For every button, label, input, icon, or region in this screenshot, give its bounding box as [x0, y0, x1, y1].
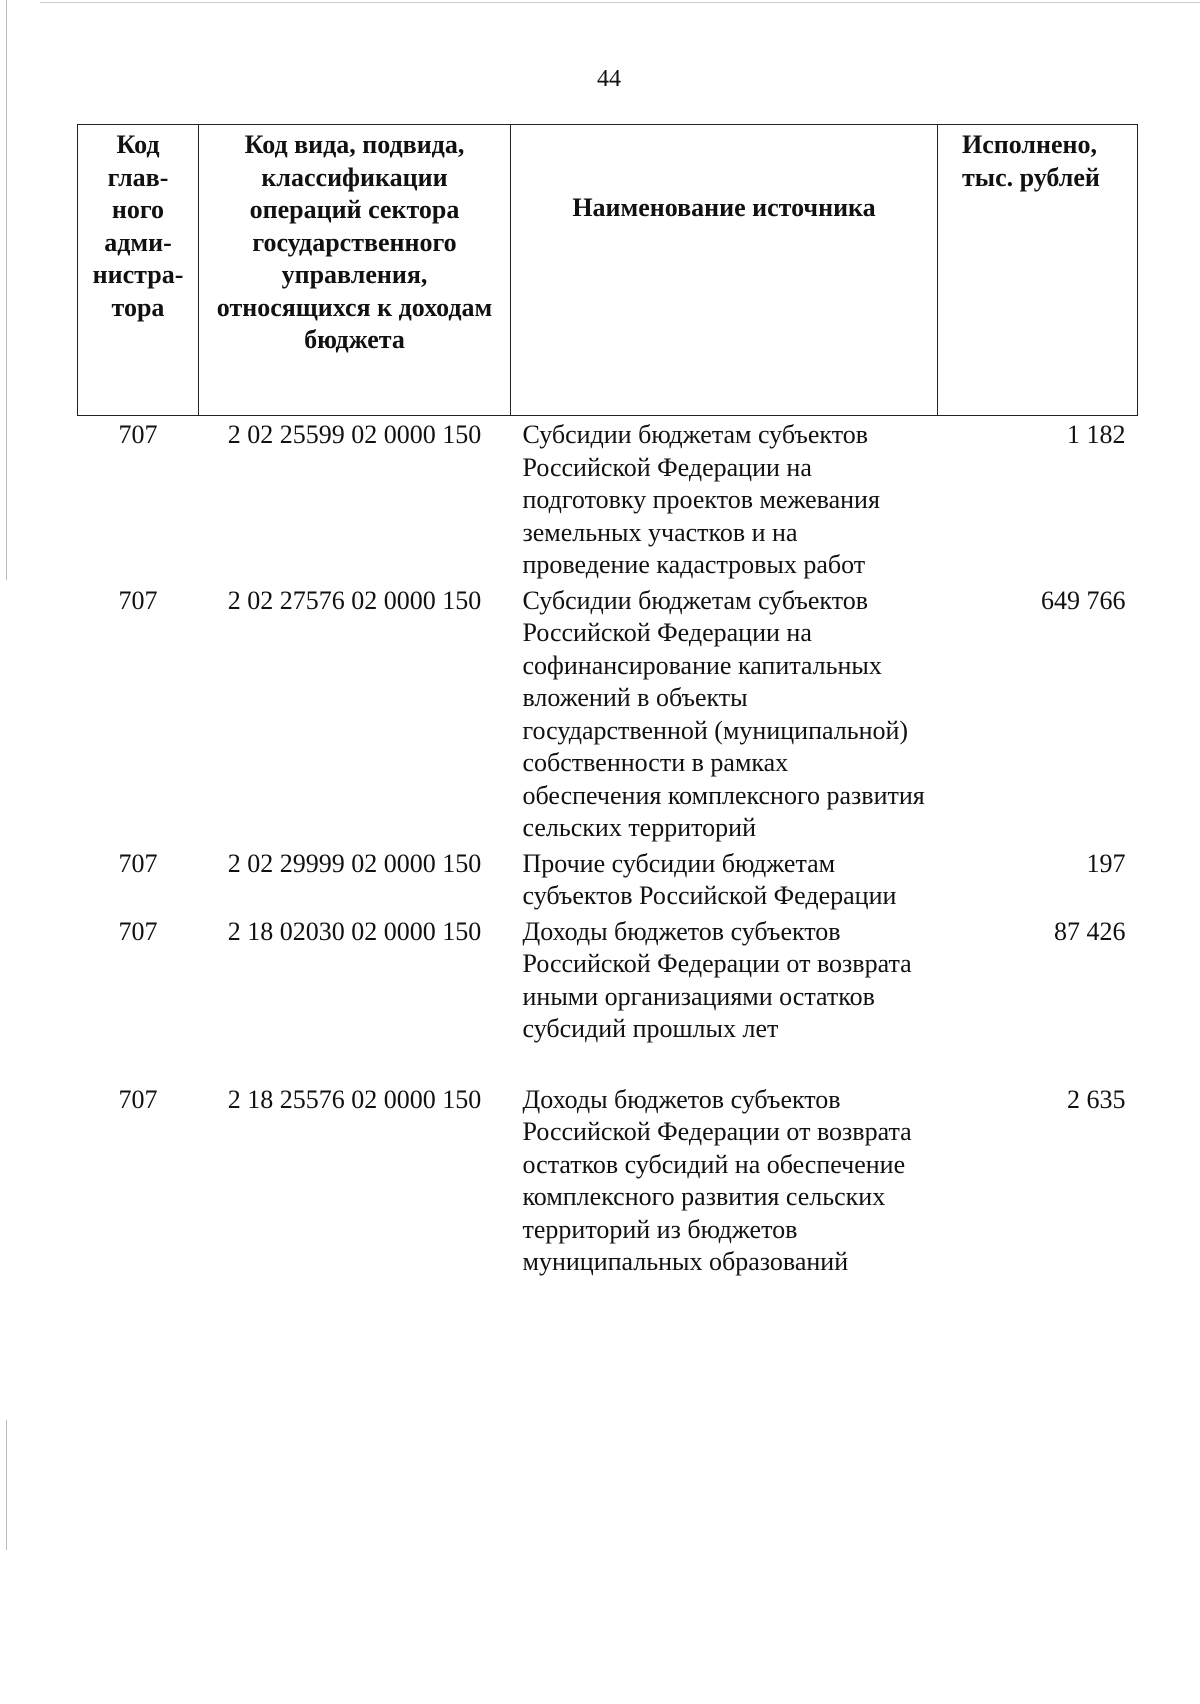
header-source-name: Наименование источника — [511, 125, 938, 416]
cell-admin: 707 — [118, 848, 158, 878]
cell-code: 2 18 02030 02 0000 150 — [227, 916, 482, 946]
table-row — [78, 582, 1138, 845]
cell-amount: 197 — [1086, 848, 1126, 878]
cell-amount: 1 182 — [1067, 420, 1126, 449]
cell-admin: 707 — [118, 1084, 158, 1114]
table-row — [78, 845, 1138, 913]
cell-name: Субсидии бюджетам субъектов Российской Федерации на подготовку проектов межевания земельных участков и на проведение кадастровых работ — [522, 420, 880, 579]
cell-admin: 707 — [118, 420, 158, 449]
scan-edge-top — [40, 2, 1200, 3]
cell-name: Субсидии бюджетам субъектов Российской Федерации на софинансирование капитальных вложений в объекты государственной (муниципальной) собственности в рамках обеспечения комплексного развития сельских территорий — [522, 585, 925, 842]
cell-name: Прочие субсидии бюджетам субъектов Российской Федерации — [522, 848, 897, 910]
scan-edge-left-lower — [6, 1420, 7, 1550]
header-admin-code: Код глав-ного адми-нистра-тора — [78, 125, 199, 416]
table-row — [78, 1046, 1138, 1279]
revenue-sources-table — [77, 124, 1138, 1279]
cell-amount: 87 426 — [1054, 916, 1126, 946]
cell-code: 2 18 25576 02 0000 150 — [227, 1084, 482, 1114]
header-row — [78, 125, 1138, 416]
cell-amount: 649 766 — [1041, 585, 1126, 615]
cell-admin: 707 — [118, 585, 158, 615]
cell-admin: 707 — [118, 916, 158, 946]
page-number: 44 — [597, 66, 621, 92]
header-classification-code: Код вида, подвида, классификации операций сектора государственного управления, относящихся к доходам бюджета — [199, 125, 511, 416]
table-header — [78, 125, 1138, 416]
table-row — [78, 913, 1138, 1046]
cell-code: 2 02 29999 02 0000 150 — [227, 848, 482, 878]
table-row — [78, 416, 1138, 582]
header-executed-amount: Исполнено, тыс. рублей — [938, 125, 1138, 416]
cell-code: 2 02 25599 02 0000 150 — [227, 420, 482, 449]
cell-code: 2 02 27576 02 0000 150 — [227, 585, 482, 615]
table-body — [78, 416, 1138, 1279]
cell-amount: 2 635 — [1067, 1084, 1126, 1114]
cell-name: Доходы бюджетов субъектов Российской Федерации от возврата остатков субсидий на обеспечение комплексного развития сельских территорий из бюджетов муниципальных образований — [522, 1084, 912, 1276]
cell-name: Доходы бюджетов субъектов Российской Федерации от возврата иными организациями остатков субсидий прошлых лет — [522, 916, 912, 1043]
